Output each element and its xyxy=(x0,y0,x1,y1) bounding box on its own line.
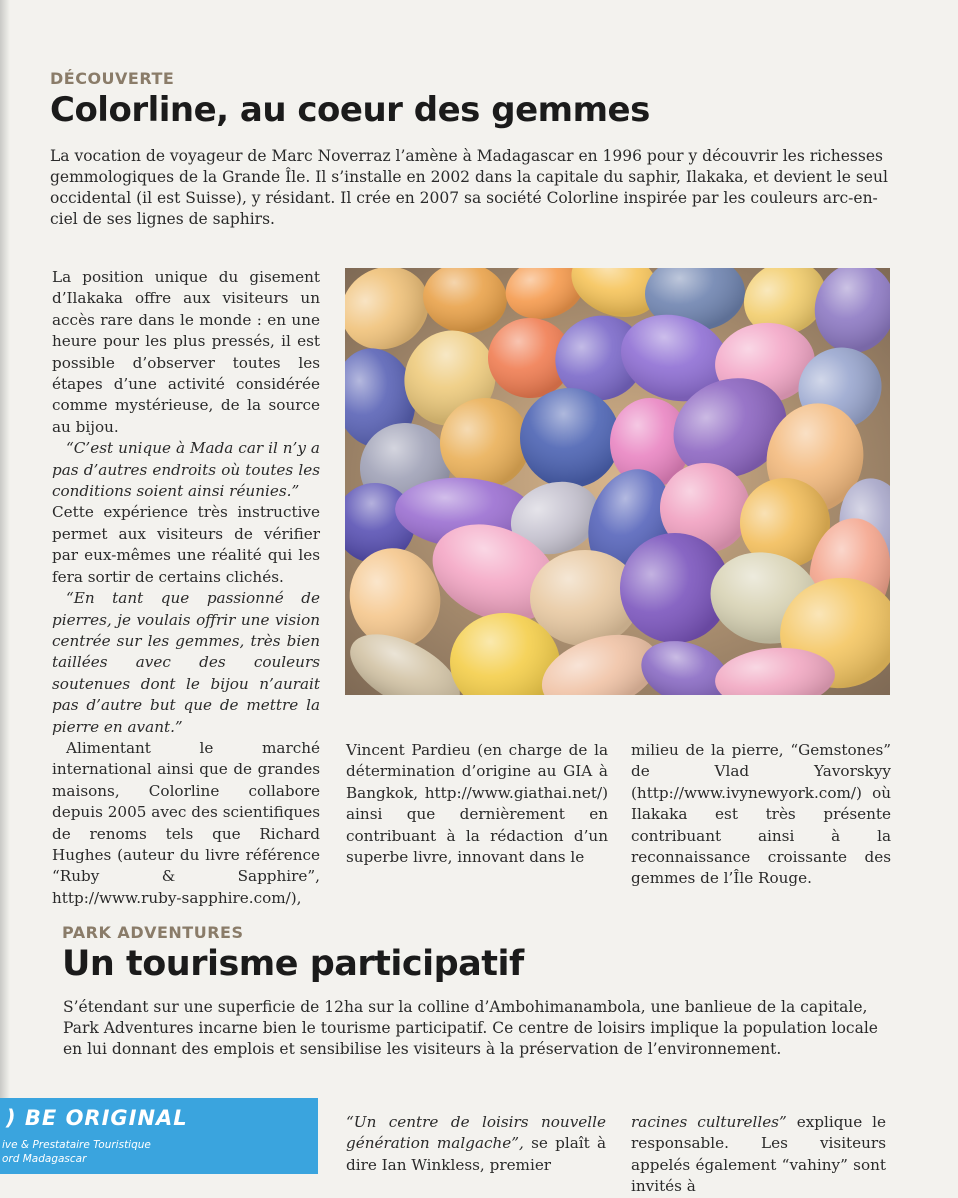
paragraph: La position unique du gisement d’Ilakaka offre aux visiteurs un accès rare dans le monde : en une heure pour les plus pressés, il est possible d’observer toutes les étapes d’une activité considérée comme mystérieuse, de la source au bijou. xyxy=(52,268,320,436)
article-column-3: milieu de la pierre, “Gemstones” de Vlad Yavorskyy (http://www.ivynewyork.com/) où Ilakaka est très présente contribuant ainsi à la reconnaissance croissante des gemmes de l’Île Rouge. xyxy=(631,741,891,888)
paragraph: explique le responsable. Les visiteurs appelés également “vahiny” sont invités à xyxy=(631,1113,887,1196)
advert-subtitle-line: ord Madagascar xyxy=(2,1153,87,1165)
quote: “C’est unique à Mada car il n’y a pas d’autres endroits où toutes les conditions soient ainsi réunies.” xyxy=(52,439,320,501)
article2-column-2 xyxy=(346,1112,606,1176)
advert-title: ) BE ORIGINAL xyxy=(6,1106,188,1130)
paragraph: Cette expérience très instructive permet aux visiteurs de vérifier par eux-mêmes une réalité qui les fera sortir de certains clichés. xyxy=(52,503,320,586)
article-column-2: Vincent Pardieu (en charge de la détermination d’origine au GIA à Bangkok, http://www.giathai.net/) ainsi que dernièrement en contribuant à la rédaction d’un superbe livre, innovant dans le xyxy=(346,741,608,867)
article-column-1 xyxy=(52,267,320,909)
section-kicker-2: PARK ADVENTURES xyxy=(62,923,244,942)
article-lead-2: S’étendant sur une superficie de 12ha sur la colline d’Ambohimanambola, une banlieue de la capitale, Park Adventures incarne bien le tourisme participatif. Ce centre de loisirs implique la population locale en lui donnant des emplois et sensibilise les visiteurs à la préservation de l’environnement. xyxy=(63,998,878,1058)
advert-subtitle-line: ive & Prestataire Touristique xyxy=(2,1139,151,1151)
paragraph: se plaît à dire Ian Winkless, premier xyxy=(346,1134,606,1174)
article2-column-3 xyxy=(631,1112,886,1198)
gemstones-photo xyxy=(345,268,890,695)
section-kicker: DÉCOUVERTE xyxy=(50,69,175,88)
quote: “En tant que passionné de pierres, je voulais offrir une vision centrée sur les gemmes, très bien taillées avec des couleurs soutenues dont le bijou n’aurait pas d’autre but que de mettre la pierre en avant.” xyxy=(52,589,320,736)
page-edge-shadow xyxy=(0,0,10,1174)
advert-banner xyxy=(0,1098,318,1174)
article-lead: La vocation de voyageur de Marc Noverraz l’amène à Madagascar en 1996 pour y découvrir les richesses gemmologiques de la Grande Île. Il s’installe en 2002 dans la capitale du saphir, Ilakaka, et devient le seul occidental (il est Suisse), y résidant. Il crée en 2007 sa société Colorline inspirée par les couleurs arc-en-ciel de ses lignes de saphirs. xyxy=(50,147,888,228)
article-title: Colorline, au coeur des gemmes xyxy=(50,90,650,130)
article-title-2: Un tourisme participatif xyxy=(62,944,524,984)
paragraph: Alimentant le marché international ainsi que de grandes maisons, Colorline collabore depuis 2005 avec des scientifiques de renoms tels que Richard Hughes (auteur du livre référence “Ruby & Sapphire”, http://www.ruby-sapphire.com/), xyxy=(52,738,320,907)
quote: “Un centre de loisirs nouvelle génération malgache”, xyxy=(346,1113,606,1153)
quote: racines culturelles” xyxy=(631,1113,787,1131)
advert-subtitle xyxy=(2,1138,151,1166)
